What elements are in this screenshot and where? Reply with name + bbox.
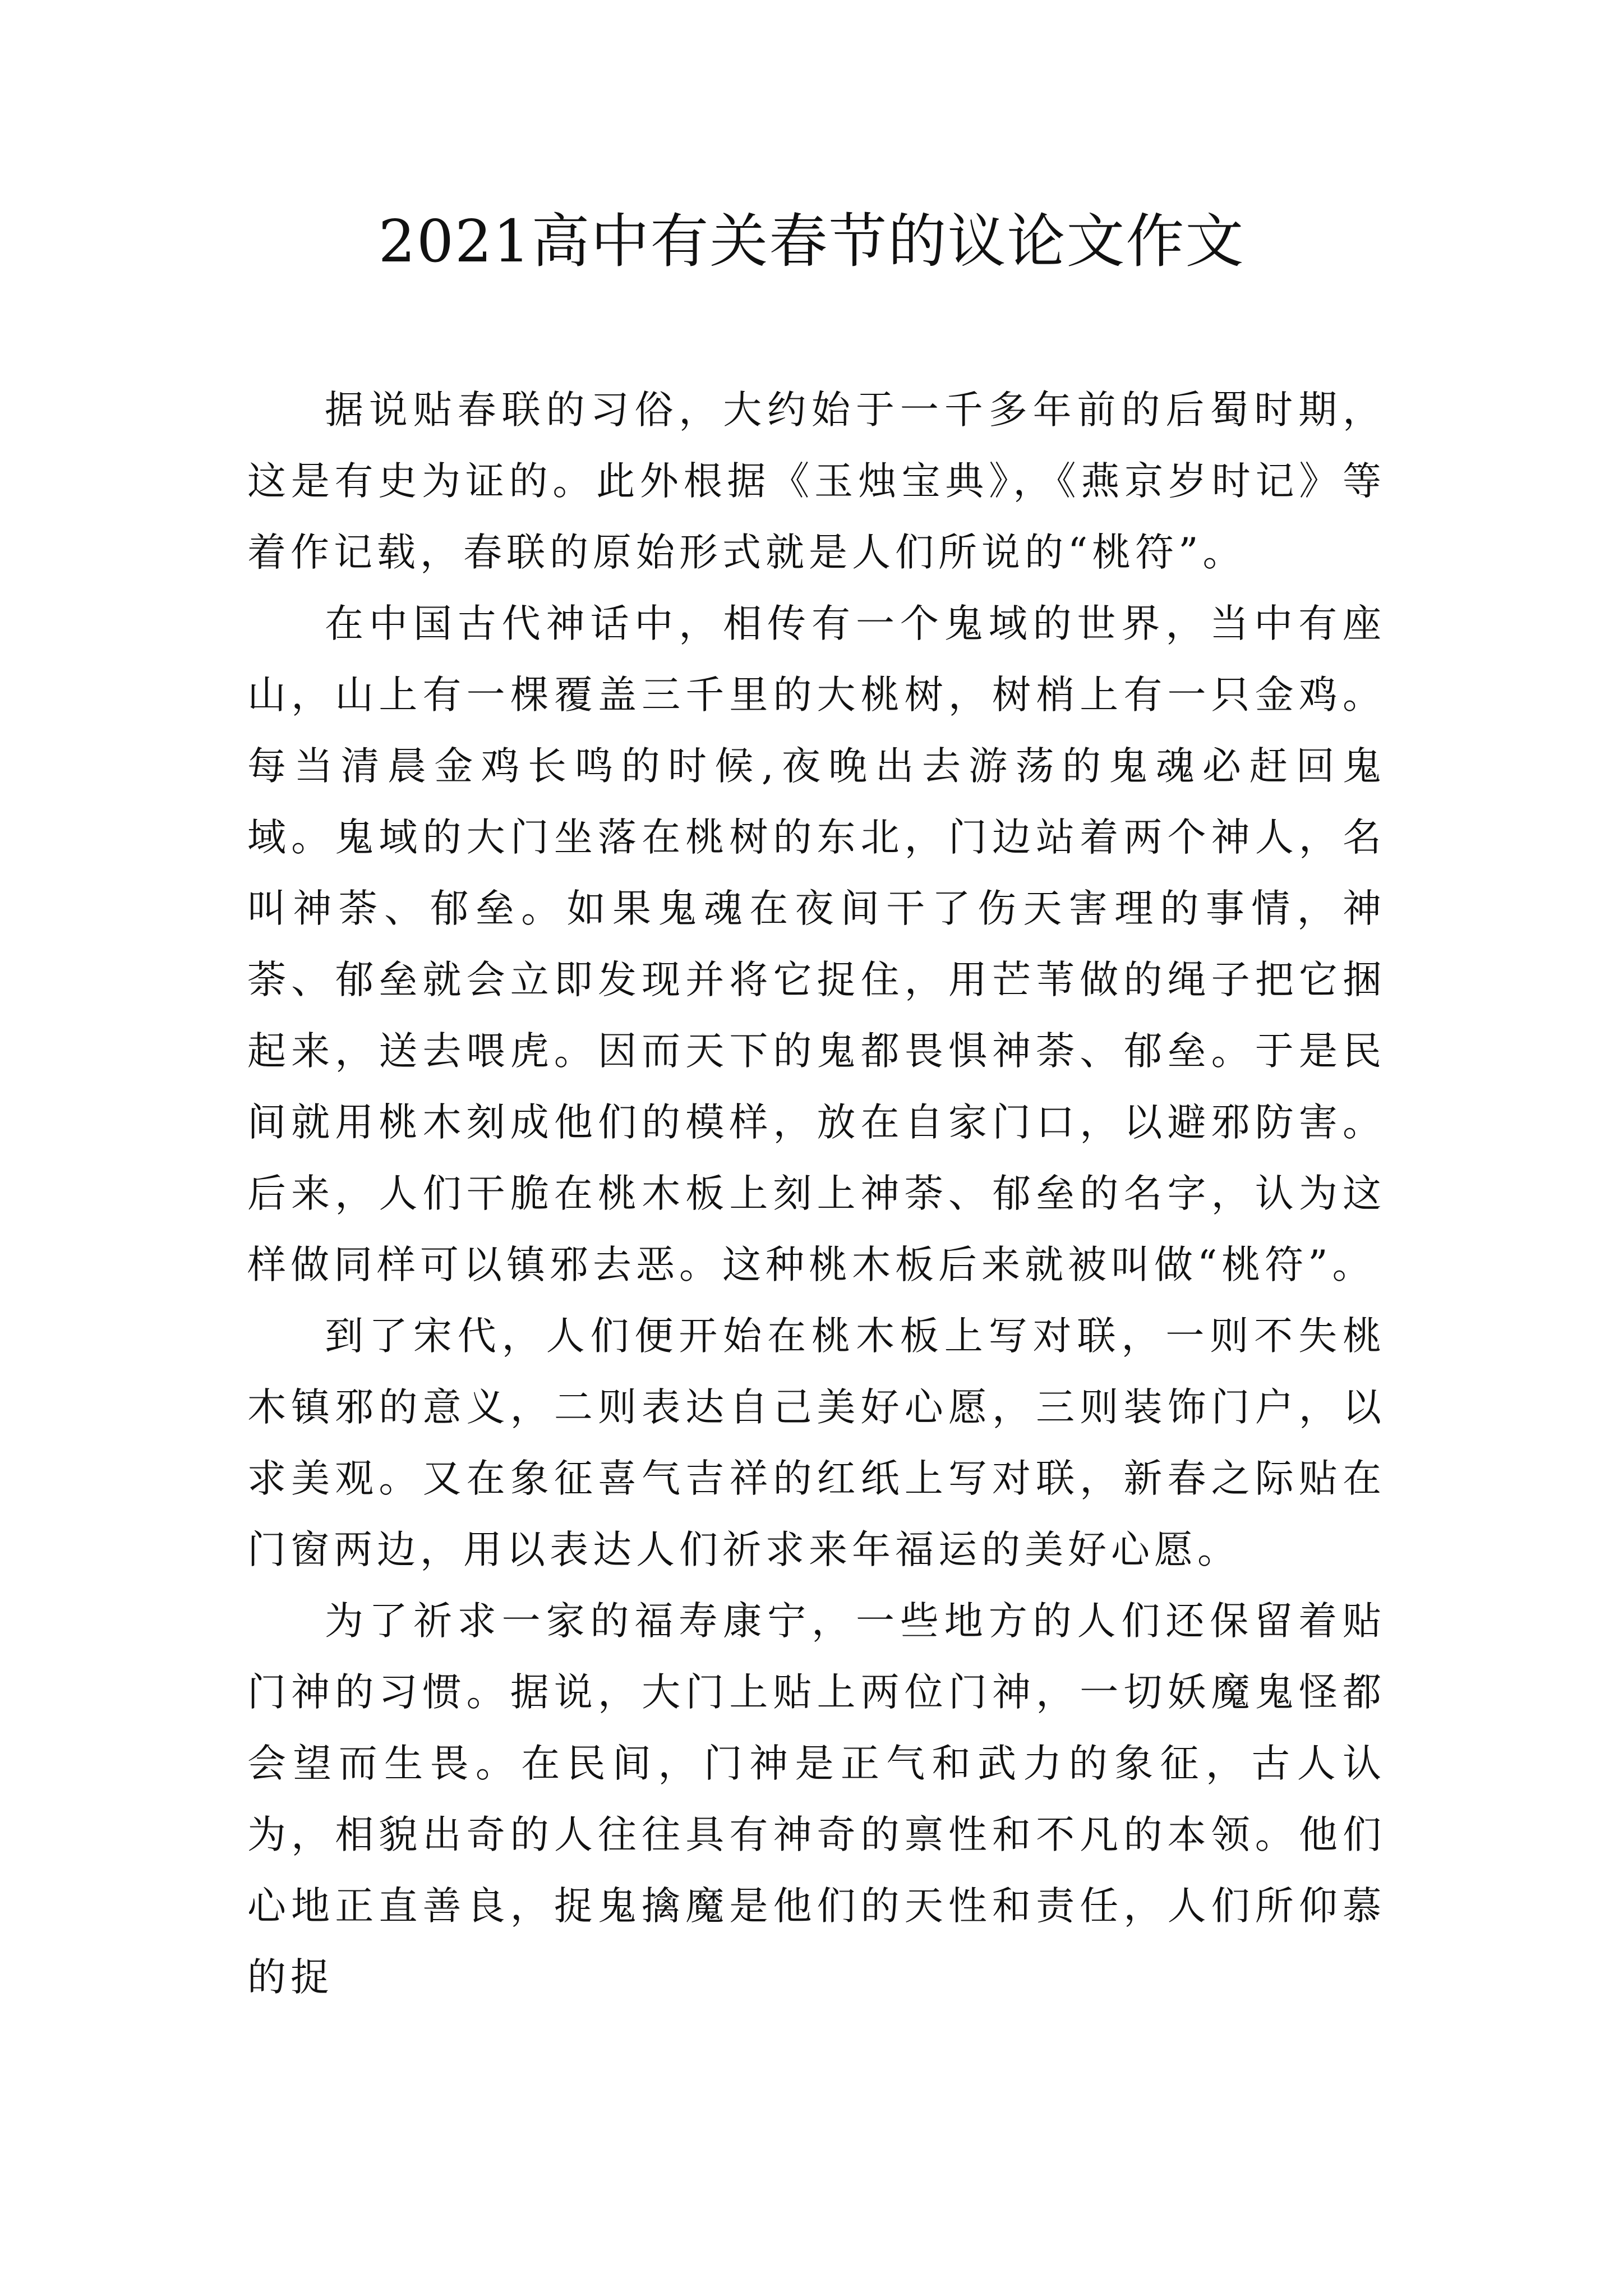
- paragraph: 据说贴春联的习俗，大约始于一千多年前的后蜀时期，这是有史为证的。此外根据《玉烛宝典》，《燕京岁时记》等着作记载，春联的原始形式就是人们所说的“桃符”。: [247, 388, 1386, 575]
- document-title: 2021高中有关春节的议论文作文: [378, 207, 1245, 275]
- document-body: [247, 375, 1386, 2013]
- paragraph: 在中国古代神话中，相传有一个鬼域的世界，当中有座山，山上有一棵覆盖三千里的大桃树，树梢上有一只金鸡。每当清晨金鸡长鸣的时候,夜晚出去游荡的鬼魂必赶回鬼域。鬼域的大门坐落在桃树的东北，门边站着两个神人，名叫神荼、郁垒。如果鬼魂在夜间干了伤天害理的事情，神荼、郁垒就会立即发现并将它捉住，用芒苇做的绳子把它捆起来，送去喂虎。因而天下的鬼都畏惧神荼、郁垒。于是民间就用桃木刻成他们的模样，放在自家门口，以避邪防害。后来，人们干脆在桃木板上刻上神荼、郁垒的名字，认为这样做同样可以镇邪去恶。这种桃木板后来就被叫做“桃符”。: [247, 601, 1386, 1287]
- paragraph: 到了宋代，人们便开始在桃木板上写对联，一则不失桃木镇邪的意义，二则表达自己美好心愿，三则装饰门户，以求美观。又在象征喜气吉祥的红纸上写对联，新春之际贴在门窗两边，用以表达人们祈求来年福运的美好心愿。: [247, 1314, 1386, 1572]
- paragraph: 为了祈求一家的福寿康宁，一些地方的人们还保留着贴门神的习惯。据说，大门上贴上两位门神，一切妖魔鬼怪都会望而生畏。在民间，门神是正气和武力的象征，古人认为，相貌出奇的人往往具有神奇的禀性和不凡的本领。他们心地正直善良，捉鬼擒魔是他们的天性和责任，人们所仰慕的捉: [247, 1599, 1386, 2000]
